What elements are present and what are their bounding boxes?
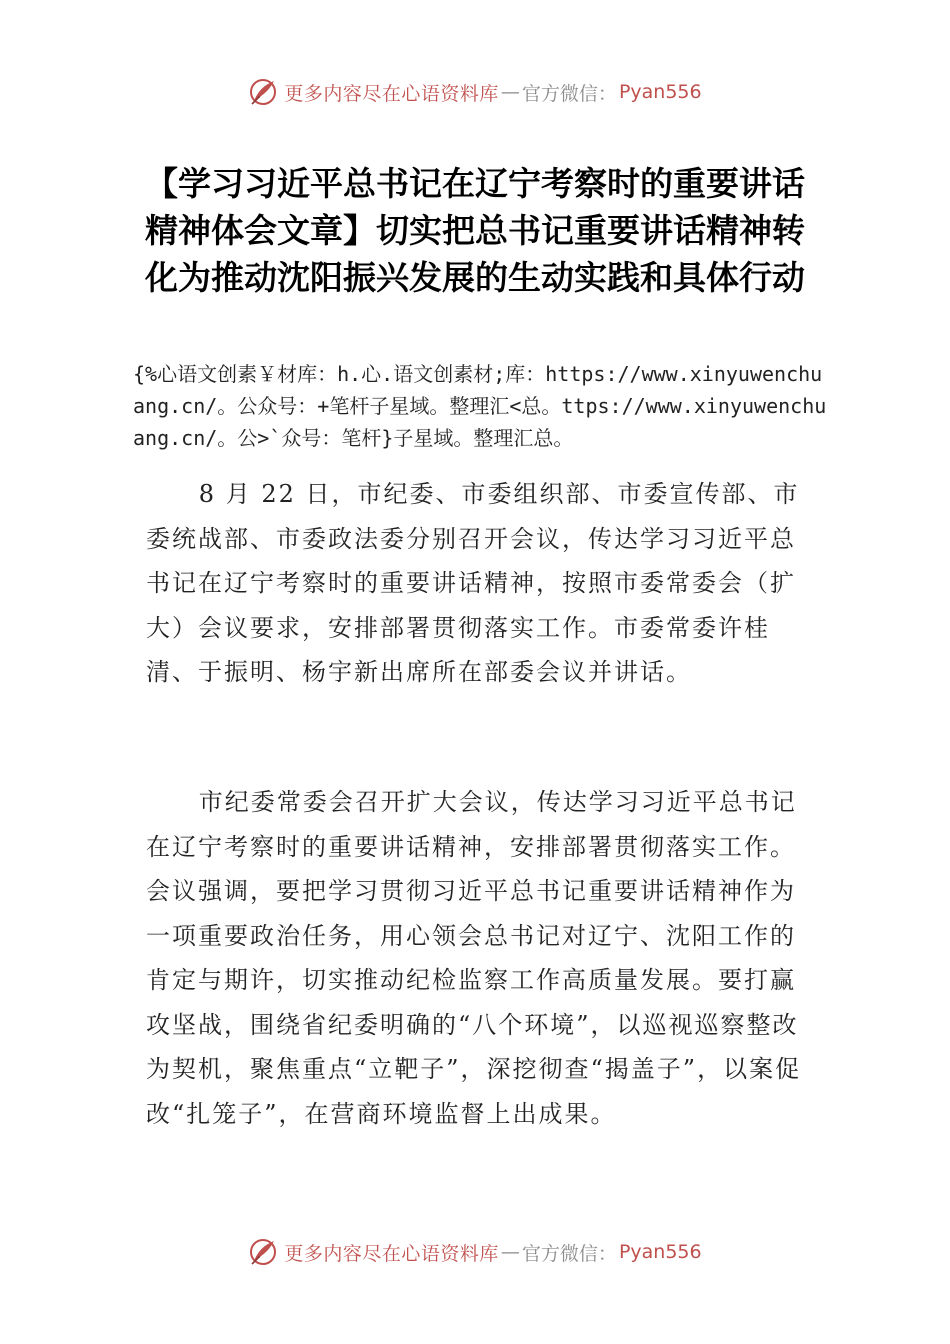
banner-separator: —: [500, 81, 520, 103]
banner-wechat-label: 官方微信：: [521, 82, 617, 105]
footer-banner: [0, 1232, 950, 1272]
banner-wechat-id: Pyan556: [618, 81, 702, 103]
banner-wechat-id: Pyan556: [618, 1241, 702, 1263]
banner-separator: —: [500, 1241, 520, 1263]
feather-pen-icon: [248, 77, 278, 107]
banner-text: 更多内容尽在心语资料库: [284, 82, 499, 105]
body-paragraph-2: 市纪委常委会召开扩大会议，传达学习习近平总书记在辽宁考察时的重要讲话精神，安排部署贯彻落实工作。会议强调，要把学习贯彻习近平总书记重要讲话精神作为一项重要政治任务，用心领会总书记对辽宁、沈阳工作的肯定与期许，切实推动纪检监察工作高质量发展。要打赢攻坚战，围绕省纪委明确的“八个环境”，以巡视巡察整改为契机，聚焦重点“立靶子”，深挖彻查“揭盖子”，以案促改“扎笼子”，在营商环境监督上出成果。: [146, 788, 802, 1128]
source-note: {%心语文创素￥材库：h.心.语文创素材;库：https://www.xinyuwenchuang.cn/。公众号：+笔杆子星域。整理汇<总。ttps://www.xinyuwenchuang.cn/。公>`众号：笔杆}子星域。整理汇总。: [133, 362, 827, 450]
body-paragraph-1: 8 月 22 日，市纪委、市委组织部、市委宣传部、市委统战部、市委政法委分别召开会议，传达学习习近平总书记在辽宁考察时的重要讲话精神，按照市委常委会（扩大）会议要求，安排部署贯彻落实工作。市委常委许桂清、于振明、杨宇新出席所在部委会议并讲话。: [146, 480, 800, 686]
header-banner: [0, 72, 950, 112]
banner-text: 更多内容尽在心语资料库: [284, 1242, 499, 1265]
document-title: 【学习习近平总书记在辽宁考察时的重要讲话精神体会文章】切实把总书记重要讲话精神转化为推动沈阳振兴发展的生动实践和具体行动: [145, 164, 805, 297]
banner-wechat-label: 官方微信：: [521, 1242, 617, 1265]
feather-pen-icon: [248, 1237, 278, 1267]
